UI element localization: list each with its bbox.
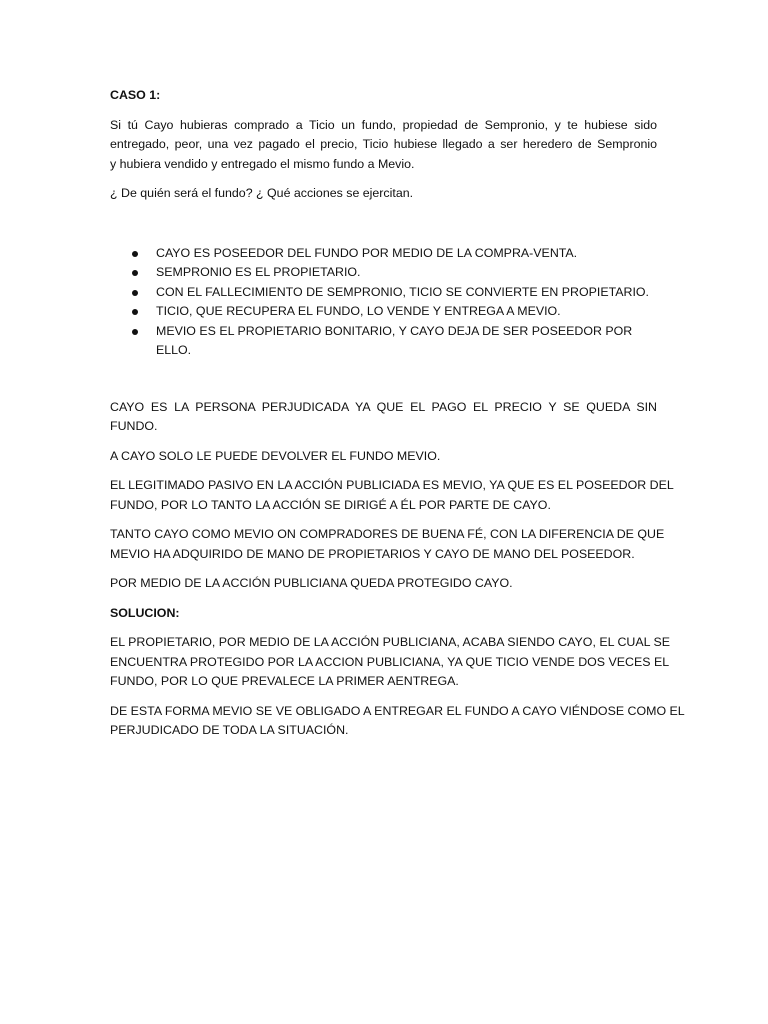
paragraph-line: FUNDO, POR LO QUE PREVALECE LA PRIMER AENTREGA. (110, 674, 459, 688)
intro-line: entregado, peor, una vez pagado el precio, Ticio hubiese llegado a ser heredero de Sempronio (110, 137, 657, 151)
paragraph-line: ENCUENTRA PROTEGIDO POR LA ACCION PUBLICIANA, YA QUE TICIO VENDE DOS VECES EL (110, 654, 670, 669)
list-item-text: MEVIO ES EL PROPIETARIO BONITARIO, Y CAYO DEJA DE SER POSEEDOR POR ELLO. (156, 323, 633, 357)
paragraph-legitimado (110, 476, 674, 515)
list-item-text: CAYO ES POSEEDOR DEL FUNDO POR MEDIO DE LA COMPRA-VENTA. (156, 245, 578, 260)
list-item (110, 322, 657, 361)
bullet-list (110, 244, 657, 361)
paragraph-compradores (110, 525, 665, 564)
case-heading: CASO 1: (110, 88, 161, 102)
list-item (110, 263, 657, 283)
paragraph-perjudicada: CAYO ES LA PERSONA PERJUDICADA YA QUE EL PAGO EL PRECIO Y SE QUEDA SIN FUNDO. (110, 399, 657, 433)
paragraph-line: MEVIO HA ADQUIRIDO DE MANO DE PROPIETARIOS Y CAYO DE MANO DEL POSEEDOR. (110, 546, 635, 561)
paragraph-line: DE ESTA FORMA MEVIO SE VE OBLIGADO A ENTREGAR EL FUNDO A CAYO VIÉNDOSE COMO EL (110, 703, 685, 718)
bullet-icon (132, 251, 138, 257)
bullet-icon (132, 270, 138, 276)
list-item (110, 283, 657, 303)
list-item (110, 302, 657, 322)
list-item-text: CON EL FALLECIMIENTO DE SEMPRONIO, TICIO SE CONVIERTE EN PROPIETARIO. (156, 284, 649, 299)
conclusion-paragraph (110, 702, 685, 741)
list-item (110, 244, 657, 264)
paragraph-protegido: POR MEDIO DE LA ACCIÓN PUBLICIANA QUEDA PROTEGIDO CAYO. (110, 576, 513, 590)
paragraph-line: PERJUDICADO DE TODA LA SITUACIÓN. (110, 723, 349, 737)
bullet-icon (132, 290, 138, 296)
bullet-icon (132, 309, 138, 315)
document-page (110, 86, 685, 751)
paragraph-line: EL PROPIETARIO, POR MEDIO DE LA ACCIÓN PUBLICIANA, ACABA SIENDO CAYO, EL CUAL SE (110, 635, 671, 649)
intro-line: y hubiera vendido y entregado el mismo fundo a Mevio. (110, 156, 415, 171)
paragraph-line: FUNDO, POR LO TANTO LA ACCIÓN SE DIRIGÉ A ÉL POR PARTE DE CAYO. (110, 497, 551, 512)
intro-line: Si tú Cayo hubieras comprado a Ticio un fundo, propiedad de Sempronio, y te hubiese sido (110, 117, 657, 132)
bullet-icon (132, 329, 138, 335)
list-item-text: TICIO, QUE RECUPERA EL FUNDO, LO VENDE Y ENTREGA A MEVIO. (156, 304, 561, 318)
solution-paragraph (110, 633, 671, 692)
paragraph-devolver: A CAYO SOLO LE PUEDE DEVOLVER EL FUNDO MEVIO. (110, 448, 441, 463)
question-text: ¿ De quién será el fundo? ¿ Qué acciones se ejercitan. (110, 186, 414, 200)
solution-heading: SOLUCION: (110, 605, 180, 620)
list-item-text: SEMPRONIO ES EL PROPIETARIO. (156, 265, 361, 279)
paragraph-line: TANTO CAYO COMO MEVIO ON COMPRADORES DE BUENA FÉ, CON LA DIFERENCIA DE QUE (110, 527, 665, 541)
paragraph-line: EL LEGITIMADO PASIVO EN LA ACCIÓN PUBLICIADA ES MEVIO, YA QUE ES EL POSEEDOR DEL (110, 478, 674, 492)
intro-paragraph (110, 116, 657, 175)
